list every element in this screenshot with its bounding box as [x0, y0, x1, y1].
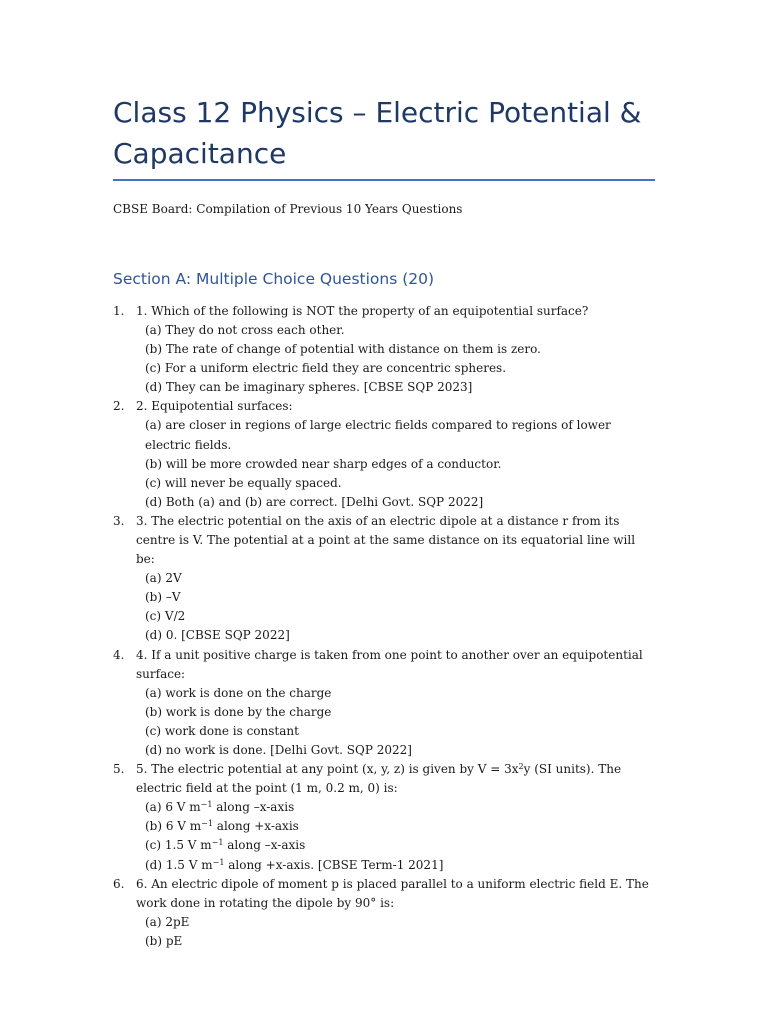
question-text: 2. Equipotential surfaces:	[136, 399, 293, 414]
question-item	[113, 512, 655, 646]
option-text: (c) 1.5 V m	[145, 838, 212, 853]
option-a: (a) 2pE	[145, 914, 190, 929]
option-b: (b) will be more crowded near sharp edges of a conductor.	[145, 456, 502, 471]
exponent: 2	[518, 762, 524, 772]
question-item	[113, 302, 655, 397]
option-a: (a) are closer in regions of large electric fields compared to regions of lower electric fields.	[145, 418, 611, 452]
option-b	[136, 817, 655, 836]
option-a: (a) work is done on the charge	[145, 685, 332, 700]
question-item	[113, 646, 655, 761]
option-b: (b) pE	[145, 933, 183, 948]
exponent: −1	[201, 819, 213, 829]
option-b: (b) work is done by the charge	[145, 704, 332, 719]
question-list	[113, 302, 655, 951]
option-a: (a) 2V	[145, 571, 182, 586]
document-subtitle: CBSE Board: Compilation of Previous 10 Years Questions	[113, 202, 463, 216]
option-c: (c) For a uniform electric field they are concentric spheres.	[145, 361, 507, 376]
option-text: along –x-axis	[223, 838, 306, 853]
option-a: (a) They do not cross each other.	[145, 322, 345, 337]
option-text: along +x-axis. [CBSE Term-1 2021]	[224, 857, 444, 872]
question-number: 4.	[113, 647, 125, 662]
option-text: (d) 1.5 V m	[145, 857, 213, 872]
question-item	[113, 875, 655, 951]
question-number: 2.	[113, 399, 125, 414]
exponent: −1	[212, 857, 225, 867]
question-text-part: 5. The electric potential at any point (x, y, z) is given by V = 3x	[136, 762, 519, 777]
question-number: 6.	[113, 876, 125, 891]
option-b: (b) The rate of change of potential with distance on them is zero.	[145, 342, 541, 357]
question-text: 3. The electric potential on the axis of an electric dipole at a distance r from its centre is V. The potential at a point at the same distance on its equatorial line will be:	[136, 513, 636, 567]
exponent: −1	[211, 838, 224, 848]
option-c: (c) work done is constant	[145, 723, 299, 738]
option-d	[136, 856, 655, 875]
question-text: 4. If a unit positive charge is taken from one point to another over an equipotential surface:	[136, 647, 643, 681]
title-underline	[113, 179, 655, 181]
exponent: −1	[200, 800, 213, 810]
question-item	[113, 760, 655, 875]
question-text: 6. An electric dipole of moment p is placed parallel to a uniform electric field E. The work done in rotating the dipole by 90° is:	[136, 876, 649, 910]
option-text: (a) 6 V m	[145, 800, 201, 815]
option-d: (d) They can be imaginary spheres. [CBSE SQP 2023]	[145, 380, 473, 395]
option-c: (c) will never be equally spaced.	[145, 475, 342, 490]
question-number: 5.	[113, 762, 125, 777]
question-text	[136, 760, 655, 798]
question-text: 1. Which of the following is NOT the property of an equipotential surface?	[136, 303, 589, 318]
question-number: 3.	[113, 513, 125, 528]
document-title: Class 12 Physics – Electric Potential & Capacitance	[113, 96, 642, 170]
option-b: (b) –V	[145, 590, 181, 605]
option-d: (d) Both (a) and (b) are correct. [Delhi Govt. SQP 2022]	[145, 494, 484, 509]
question-item	[113, 397, 655, 512]
option-c	[136, 836, 655, 855]
document-page	[113, 92, 655, 951]
option-d: (d) 0. [CBSE SQP 2022]	[145, 628, 290, 643]
option-text: (b) 6 V m	[145, 819, 202, 834]
option-text: along +x-axis	[212, 819, 299, 834]
option-d: (d) no work is done. [Delhi Govt. SQP 2022]	[145, 743, 412, 758]
option-text: along –x-axis	[212, 800, 295, 815]
question-number: 1.	[113, 303, 125, 318]
option-c: (c) V/2	[145, 609, 186, 624]
option-a	[136, 798, 655, 817]
question-text-part: y (SI units). The electric field at the point (1 m, 0.2 m, 0) is:	[136, 762, 622, 796]
section-heading: Section A: Multiple Choice Questions (20)	[113, 270, 435, 288]
